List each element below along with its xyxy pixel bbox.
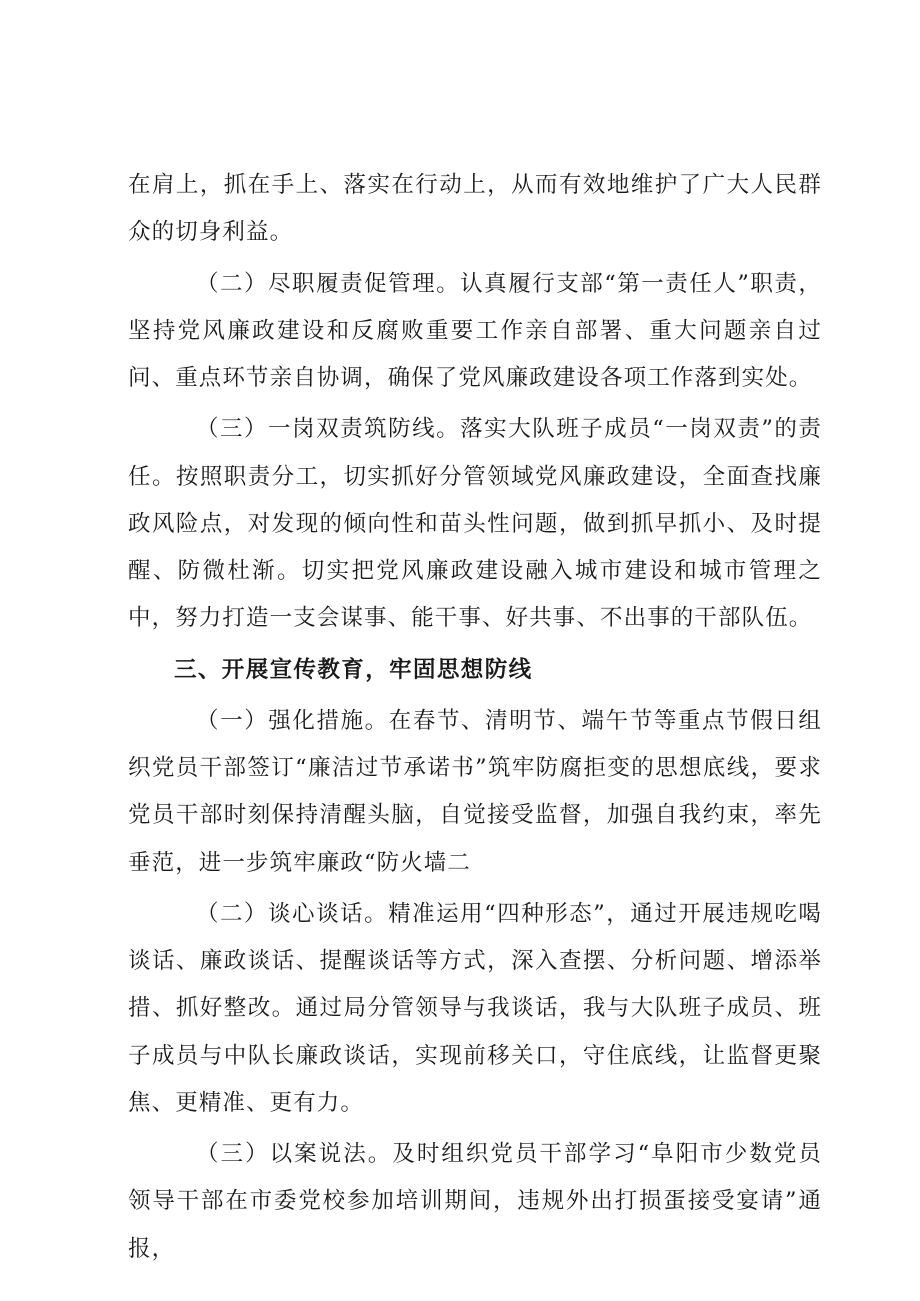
- paragraph-heart-to-heart-talks: （二）谈心谈话。精准运用“四种形态”，通过开展违规吃喝谈话、廉政谈话、提醒谈话等方式，深入查摆、分析问题、增添举措、抓好整改。通过局分管领导与我谈话，我与大队班子成员、班子成员与中队长廉政谈话，实现前移关口，守住底线，让监督更聚焦、更精准、更有力。: [128, 900, 822, 1116]
- paragraph-case-study: （三）以案说法。及时组织党员干部学习“阜阳市少数党员领导干部在市委党校参加培训期间，违规外出打损蛋接受宴请”通报，: [128, 1141, 822, 1262]
- paragraph-one-post-two-duties: （三）一岗双责筑防线。落实大队班子成员“一岗双责”的责任。按照职责分工，切实抓好分管领域党风廉政建设，全面查找廉政风险点，对发现的倾向性和苗头性问题，做到抓早抓小、及时提醒、防微杜渐。切实把党风廉政建设融入城市建设和城市管理之中，努力打造一支会谋事、能干事、好共事、不出事的干部队伍。: [128, 416, 822, 632]
- paragraph-continuation: 在肩上，抓在手上、落实在行动上，从而有效地维护了广大人民群众的切身利益。: [128, 172, 822, 246]
- section-heading-publicity-education: 三、开展宣传教育，牢固思想防线: [174, 656, 533, 683]
- document-body: [128, 162, 822, 1277]
- paragraph-strengthen-measures: （一）强化措施。在春节、清明节、端午节等重点节假日组织党员干部签订“廉洁过节承诺书”筑牢防腐拒变的思想底线，要求党员干部时刻保持清醒头脑，自觉接受监督，加强自我约束，率先垂范，进一步筑牢廉政“防火墙二: [128, 707, 822, 876]
- paragraph-duty-management: （二）尽职履责促管理。认真履行支部“第一责任人”职责，坚持党风廉政建设和反腐败重要工作亲自部署、重大问题亲自过问、重点环节亲自协调，确保了党风廉政建设各项工作落到实处。: [128, 270, 822, 391]
